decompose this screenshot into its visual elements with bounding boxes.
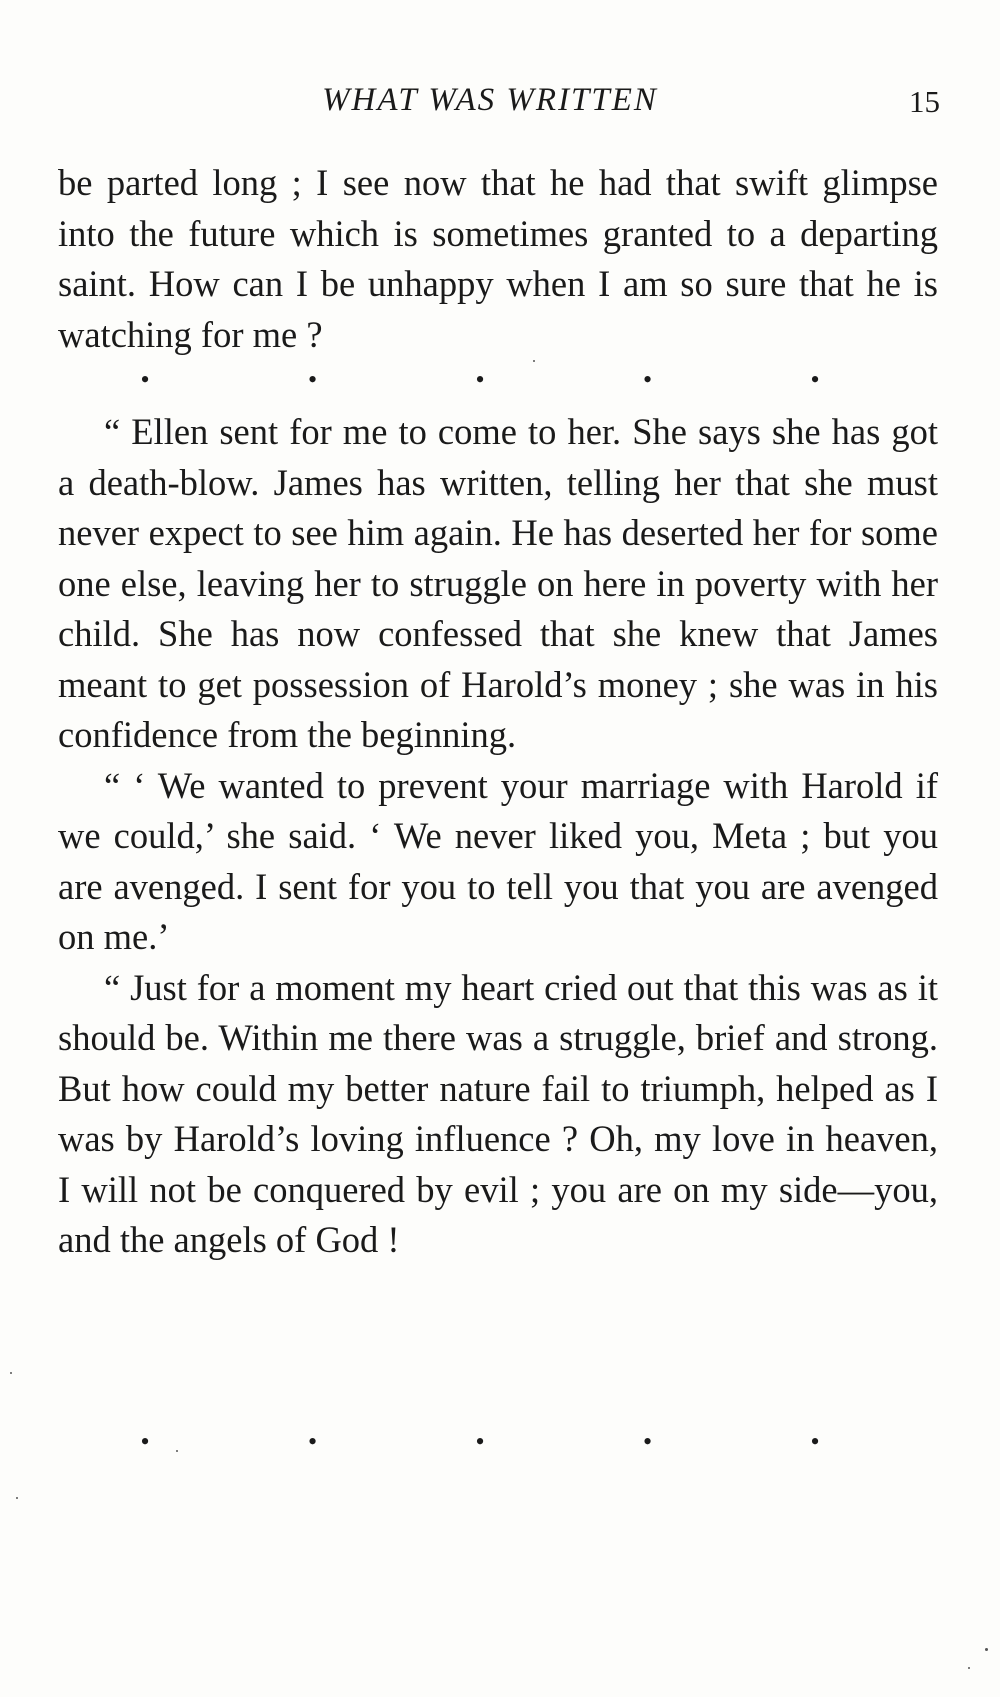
section-break-dot: • [642, 365, 653, 394]
paper-speck [176, 1450, 178, 1452]
paper-speck [10, 1372, 12, 1374]
paper-speck [968, 1667, 970, 1669]
section-break-dot: • [810, 365, 820, 394]
paragraph: be parted long ; I see now that he had that swift glimpse into the future which is sometimes granted to a departing saint. How can I be unhappy when I am so sure that he is watching for me ? [58, 162, 938, 355]
text-block-continuation [58, 158, 938, 360]
page-number: 15 [909, 84, 940, 119]
section-break-dot: • [140, 365, 150, 394]
paper-speck [985, 1648, 988, 1651]
section-break-dot: • [475, 365, 485, 394]
section-break-dot: • [642, 1427, 653, 1456]
text-block-main [58, 407, 938, 1266]
section-break-dot: • [810, 1427, 820, 1456]
running-title: WHAT WAS WRITTEN [322, 82, 658, 118]
section-break-dots [140, 1427, 820, 1456]
section-break-dot: • [307, 365, 318, 394]
paragraph: “ ‘ We wanted to prevent your marriage with Harold if we could,’ she said. ‘ We never liked you, Meta ; but you are avenged. I sent for you to tell you that you are avenged on me.’ [58, 764, 938, 957]
section-break-dot: • [140, 1427, 150, 1456]
section-break-dot: • [307, 1427, 318, 1456]
paper-speck [533, 360, 535, 362]
section-break-dot: • [475, 1427, 485, 1456]
paper-speck [16, 1497, 18, 1499]
section-break-dots [140, 365, 820, 394]
paragraph: “ Just for a moment my heart cried out that this was as it should be. Within me there was a struggle, brief and strong. But how could my better nature fail to triumph, helped as I was by Harold’s loving influence ? Oh, my love in heaven, I will not be conquered by evil ; you are on my side—you, and the angels of God ! [58, 966, 938, 1260]
paragraph: “ Ellen sent for me to come to her. She says she has got a death-blow. James has written, telling her that she must never expect to see him again. He has deserted her for some one else, leaving her to struggle on here in poverty with her child. She has now confessed that she knew that James meant to get possession of Harold’s money ; she was in his confidence from the beginning. [58, 411, 938, 755]
